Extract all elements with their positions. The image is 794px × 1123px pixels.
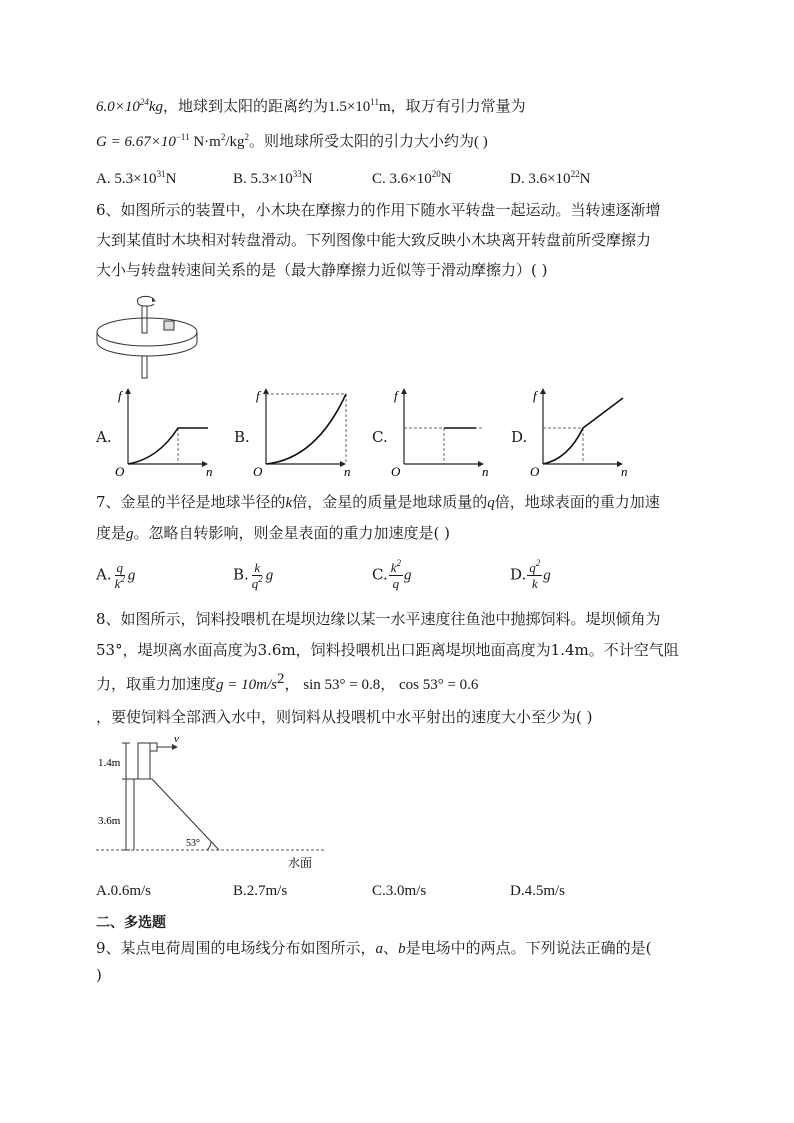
wood-block [164, 321, 174, 330]
q8-option-b: B.2.7m/s [233, 883, 288, 899]
q5-option-a: A. $5.3\times 10^{31}N$ [96, 169, 177, 187]
q6-graph-d [528, 388, 628, 478]
x-axis-label: n [482, 464, 489, 478]
q7-line-2: 度是g。忽略自转影响，则金星表面的重力加速度是( ) [96, 524, 450, 542]
angle-label: 53° [186, 838, 200, 849]
y-axis-label: f [118, 388, 122, 403]
y-axis-label: f [394, 388, 398, 403]
y-axis-label: f [533, 388, 537, 403]
rotation-arrow-icon [137, 296, 154, 302]
q6-curve-b [266, 394, 346, 464]
height-3-6-label: 3.6m [98, 815, 121, 827]
q7-option-a: A. $\frac{q}{k^2}$ g [96, 560, 136, 591]
q5-line-2 [96, 131, 488, 153]
q6-graph-label-d: D. [511, 428, 528, 446]
q5-gravitational-constant: $G = 6.67\times 10^{-11}$ $N\cdot m^2/kg^2$ [96, 132, 249, 150]
q5-option-d: D. $3.6\times 10^{22}N$ [510, 169, 591, 187]
q8-option-a: A.0.6m/s [96, 883, 152, 899]
q7-option-b: B. $\frac{k}{q^2}$ g [233, 560, 274, 591]
q5-option-b: B. $5.3\times 10^{33}N$ [233, 169, 313, 187]
q6-line-3: 大小与转盘转速间关系的是（最大静摩擦力近似等于滑动摩擦力）( ) [96, 261, 548, 279]
q9-line-2: ) [96, 966, 102, 984]
velocity-label: v [174, 733, 179, 745]
q5-text-1: ，地球到太阳的距离约为 [163, 99, 329, 115]
q6-curve-a [128, 428, 208, 464]
origin-label: O [530, 464, 540, 478]
y-axis-label: f [256, 388, 260, 403]
x-axis-label: n [621, 464, 628, 478]
q8-line-4: ，要使饲料全部洒入水中，则饲料从投喂机中水平射出的速度大小至少为( ) [96, 708, 593, 726]
origin-label: O [391, 464, 401, 478]
q6-graph-b [251, 388, 351, 478]
x-axis-label: n [344, 464, 351, 478]
q5-mass-value: $6.0\times 10^{24}kg$ [96, 97, 164, 115]
q7-option-c: C. $\frac{k^2}{q}$ g [372, 558, 412, 591]
q8-line-1: 8、如图所示，饲料投喂机在堤坝边缘以某一水平速度往鱼池中抛掷饲料。堤坝倾角为 [96, 610, 661, 628]
q9-line-1: 9、某点电荷周围的电场线分布如图所示，a、b是电场中的两点。下列说法正确的是( [96, 939, 652, 957]
q6-graph-label-a: A. [96, 428, 112, 446]
q5-distance-value: $1.5\times 10^{11}m$ [328, 97, 391, 115]
q5-text-2: ，取万有引力常量为 [390, 99, 526, 115]
q6-line-1: 6、如图所示的装置中，小木块在摩擦力的作用下随水平转盘一起运动。当转速逐渐增 [96, 201, 661, 219]
q6-graph-label-c: C. [372, 428, 388, 446]
q5-question-text: 。则地球所受太阳的引力大小约为( ) [249, 134, 488, 150]
x-axis-label: n [206, 464, 213, 478]
height-1-4-label: 1.4m [98, 757, 121, 769]
q8-line-3: 力，取重力加速度$g = 10m/s^2$， sin 53° = 0.8， cos 53° = 0.6 [96, 671, 479, 693]
turntable-figure [94, 290, 204, 380]
q8-option-d: D.4.5m/s [510, 883, 566, 899]
q6-graph-a [113, 388, 213, 478]
q5-line-1 [96, 96, 526, 118]
q7-line-1: 7、金星的半径是地球半径的k倍，金星的质量是地球质量的q倍，地球表面的重力加速 [96, 493, 660, 511]
q7-option-d: D. $\frac{q^2}{k}$ g [510, 558, 551, 591]
water-surface-label: 水面 [288, 856, 313, 870]
section-title-multiple-choice: 二、多选题 [96, 915, 166, 931]
q5-option-c: C. $3.6\times 10^{20}N$ [372, 169, 452, 187]
origin-label: O [115, 464, 125, 478]
q8-option-c: C.3.0m/s [372, 883, 427, 899]
dam-figure [94, 732, 334, 872]
q8-line-2: 53°，堤坝离水面高度为3.6m，饲料投喂机出口距离堤坝地面高度为1.4m。不计空气阻 [96, 641, 679, 659]
origin-label: O [253, 464, 263, 478]
q6-line-2: 大到某值时木块相对转盘滑动。下列图像中能大致反映小木块离开转盘前所受摩擦力 [96, 231, 652, 249]
q6-graph-c [389, 388, 489, 478]
q6-graph-label-b: B. [234, 428, 250, 446]
